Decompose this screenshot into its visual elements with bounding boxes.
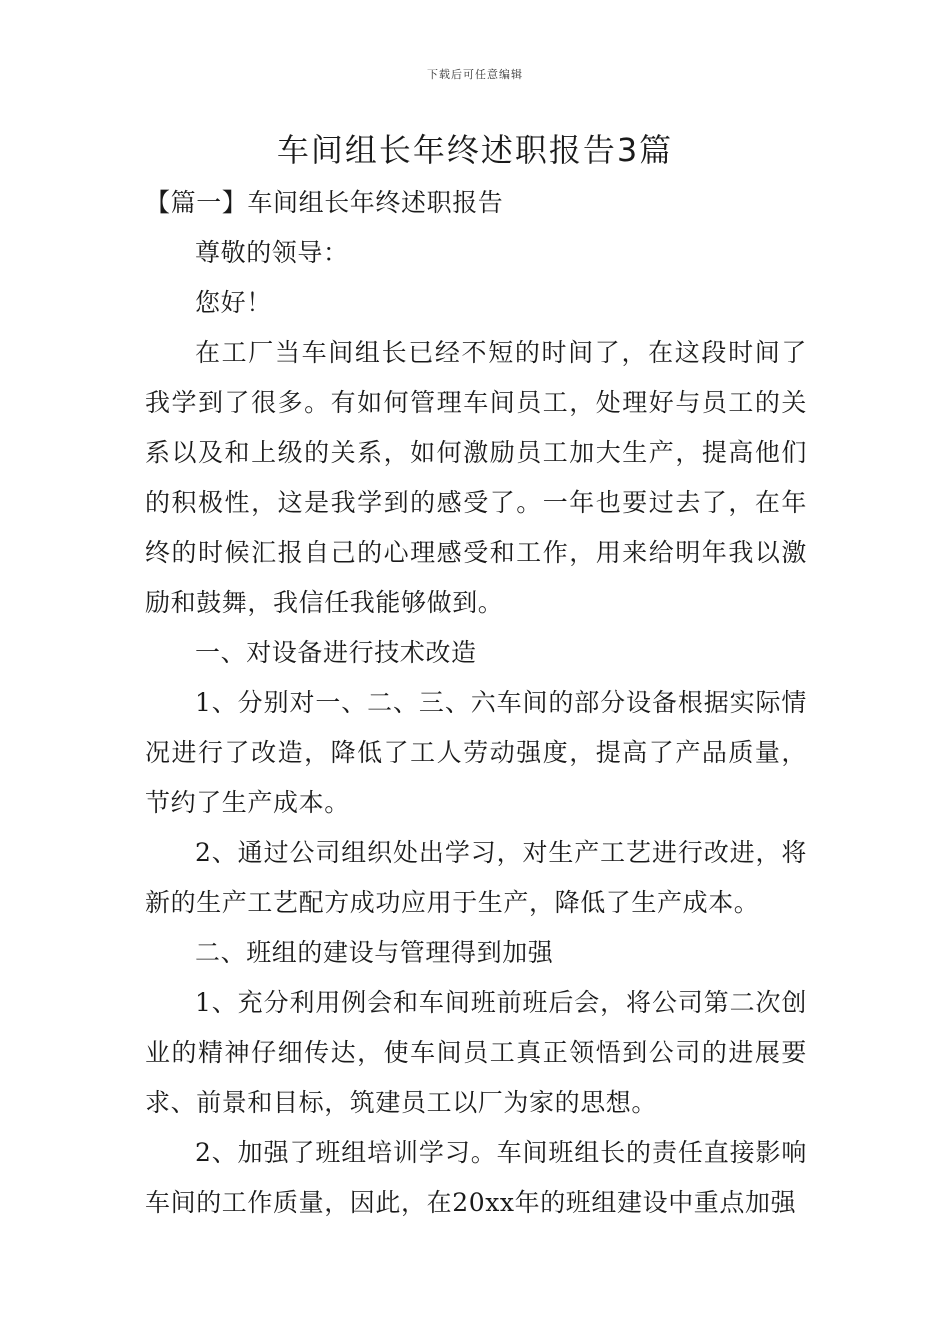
paragraph-2-2: 2、加强了班组培训学习。车间班组长的责任直接影响车间的工作质量，因此，在20xx年的班组建设中重点加强: [145, 1138, 807, 1217]
document-title: 车间组长年终述职报告3篇: [276, 131, 674, 169]
subheading-1: 一、对设备进行技术改造: [195, 638, 477, 667]
subheading-2: 二、班组的建设与管理得到加强: [195, 938, 554, 967]
paragraph-2-1: 1、充分利用例会和车间班前班后会，将公司第二次创业的精神仔细传达，使车间员工真正领悟到公司的进展要求、前景和目标，筑建员工以厂为家的思想。: [145, 988, 807, 1117]
intro-paragraph: 在工厂当车间组长已经不短的时间了，在这段时间了我学到了很多。有如何管理车间员工，处理好与员工的关系以及和上级的关系，如何激励员工加大生产，提高他们的积极性，这是我学到的感受了。一年也要过去了，在年终的时候汇报自己的心理感受和工作，用来给明年我以激励和鼓舞，我信任我能够做到。: [145, 338, 807, 617]
document-body: [145, 178, 807, 1228]
paragraph-1-2: 2、通过公司组织处出学习，对生产工艺进行改进，将新的生产工艺配方成功应用于生产，降低了生产成本。: [145, 838, 807, 917]
section-heading: 【篇一】车间组长年终述职报告: [145, 188, 504, 217]
greeting: 您好！: [195, 288, 272, 317]
salutation: 尊敬的领导：: [195, 238, 349, 267]
header-note: 下载后可任意编辑: [427, 68, 523, 81]
paragraph-1-1: 1、分别对一、二、三、六车间的部分设备根据实际情况进行了改造，降低了工人劳动强度，提高了产品质量，节约了生产成本。: [145, 688, 807, 817]
